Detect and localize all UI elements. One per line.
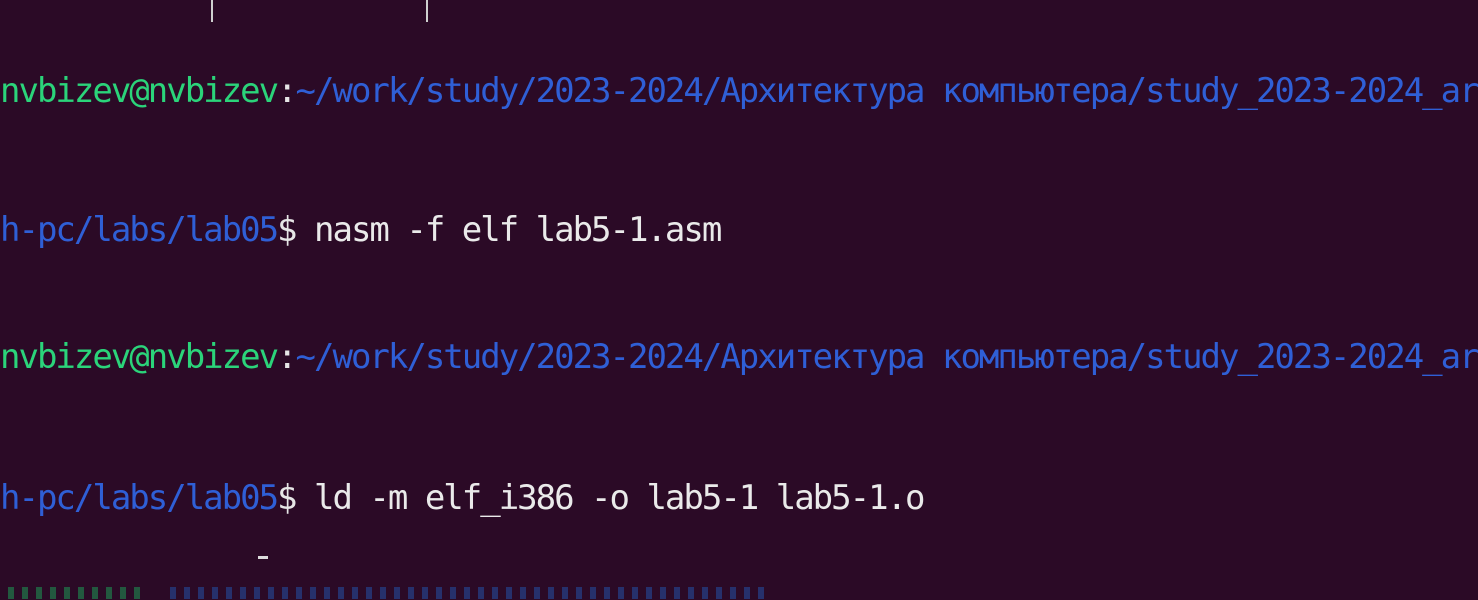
prompt-path: ~/work/study/2023-2024/Архитектура компьютера/study_2023-2024_ar — [295, 337, 1478, 377]
command-line-2 — [0, 478, 924, 518]
prompt-user: nvbizev@nvbizev — [0, 337, 278, 377]
prompt-path-continued: h-pc/labs/lab05 — [0, 478, 278, 518]
prompt-path: ~/work/study/2023-2024/Архитектура компьютера/study_2023-2024_ar — [295, 71, 1478, 111]
next-prompt-path-fragment — [170, 587, 770, 599]
command-line-1 — [0, 210, 721, 250]
prompt-colon: : — [277, 337, 296, 377]
prompt-user: nvbizev@nvbizev — [0, 71, 278, 111]
prompt-symbol: $ — [277, 478, 296, 518]
prompt-line-1 — [0, 71, 1478, 111]
text-cursor — [258, 556, 268, 559]
next-prompt-user-fragment — [8, 587, 148, 599]
prompt-path-continued: h-pc/labs/lab05 — [0, 210, 278, 250]
command-text[interactable]: ld -m elf_i386 -o lab5-1 lab5-1.o — [295, 478, 924, 518]
prompt-line-2 — [0, 337, 1478, 377]
previous-output-line — [211, 0, 213, 22]
command-text[interactable]: nasm -f elf lab5-1.asm — [295, 210, 721, 250]
prompt-colon: : — [277, 71, 296, 111]
previous-output-line — [426, 0, 428, 22]
prompt-symbol: $ — [277, 210, 296, 250]
next-prompt-partial — [0, 585, 800, 600]
